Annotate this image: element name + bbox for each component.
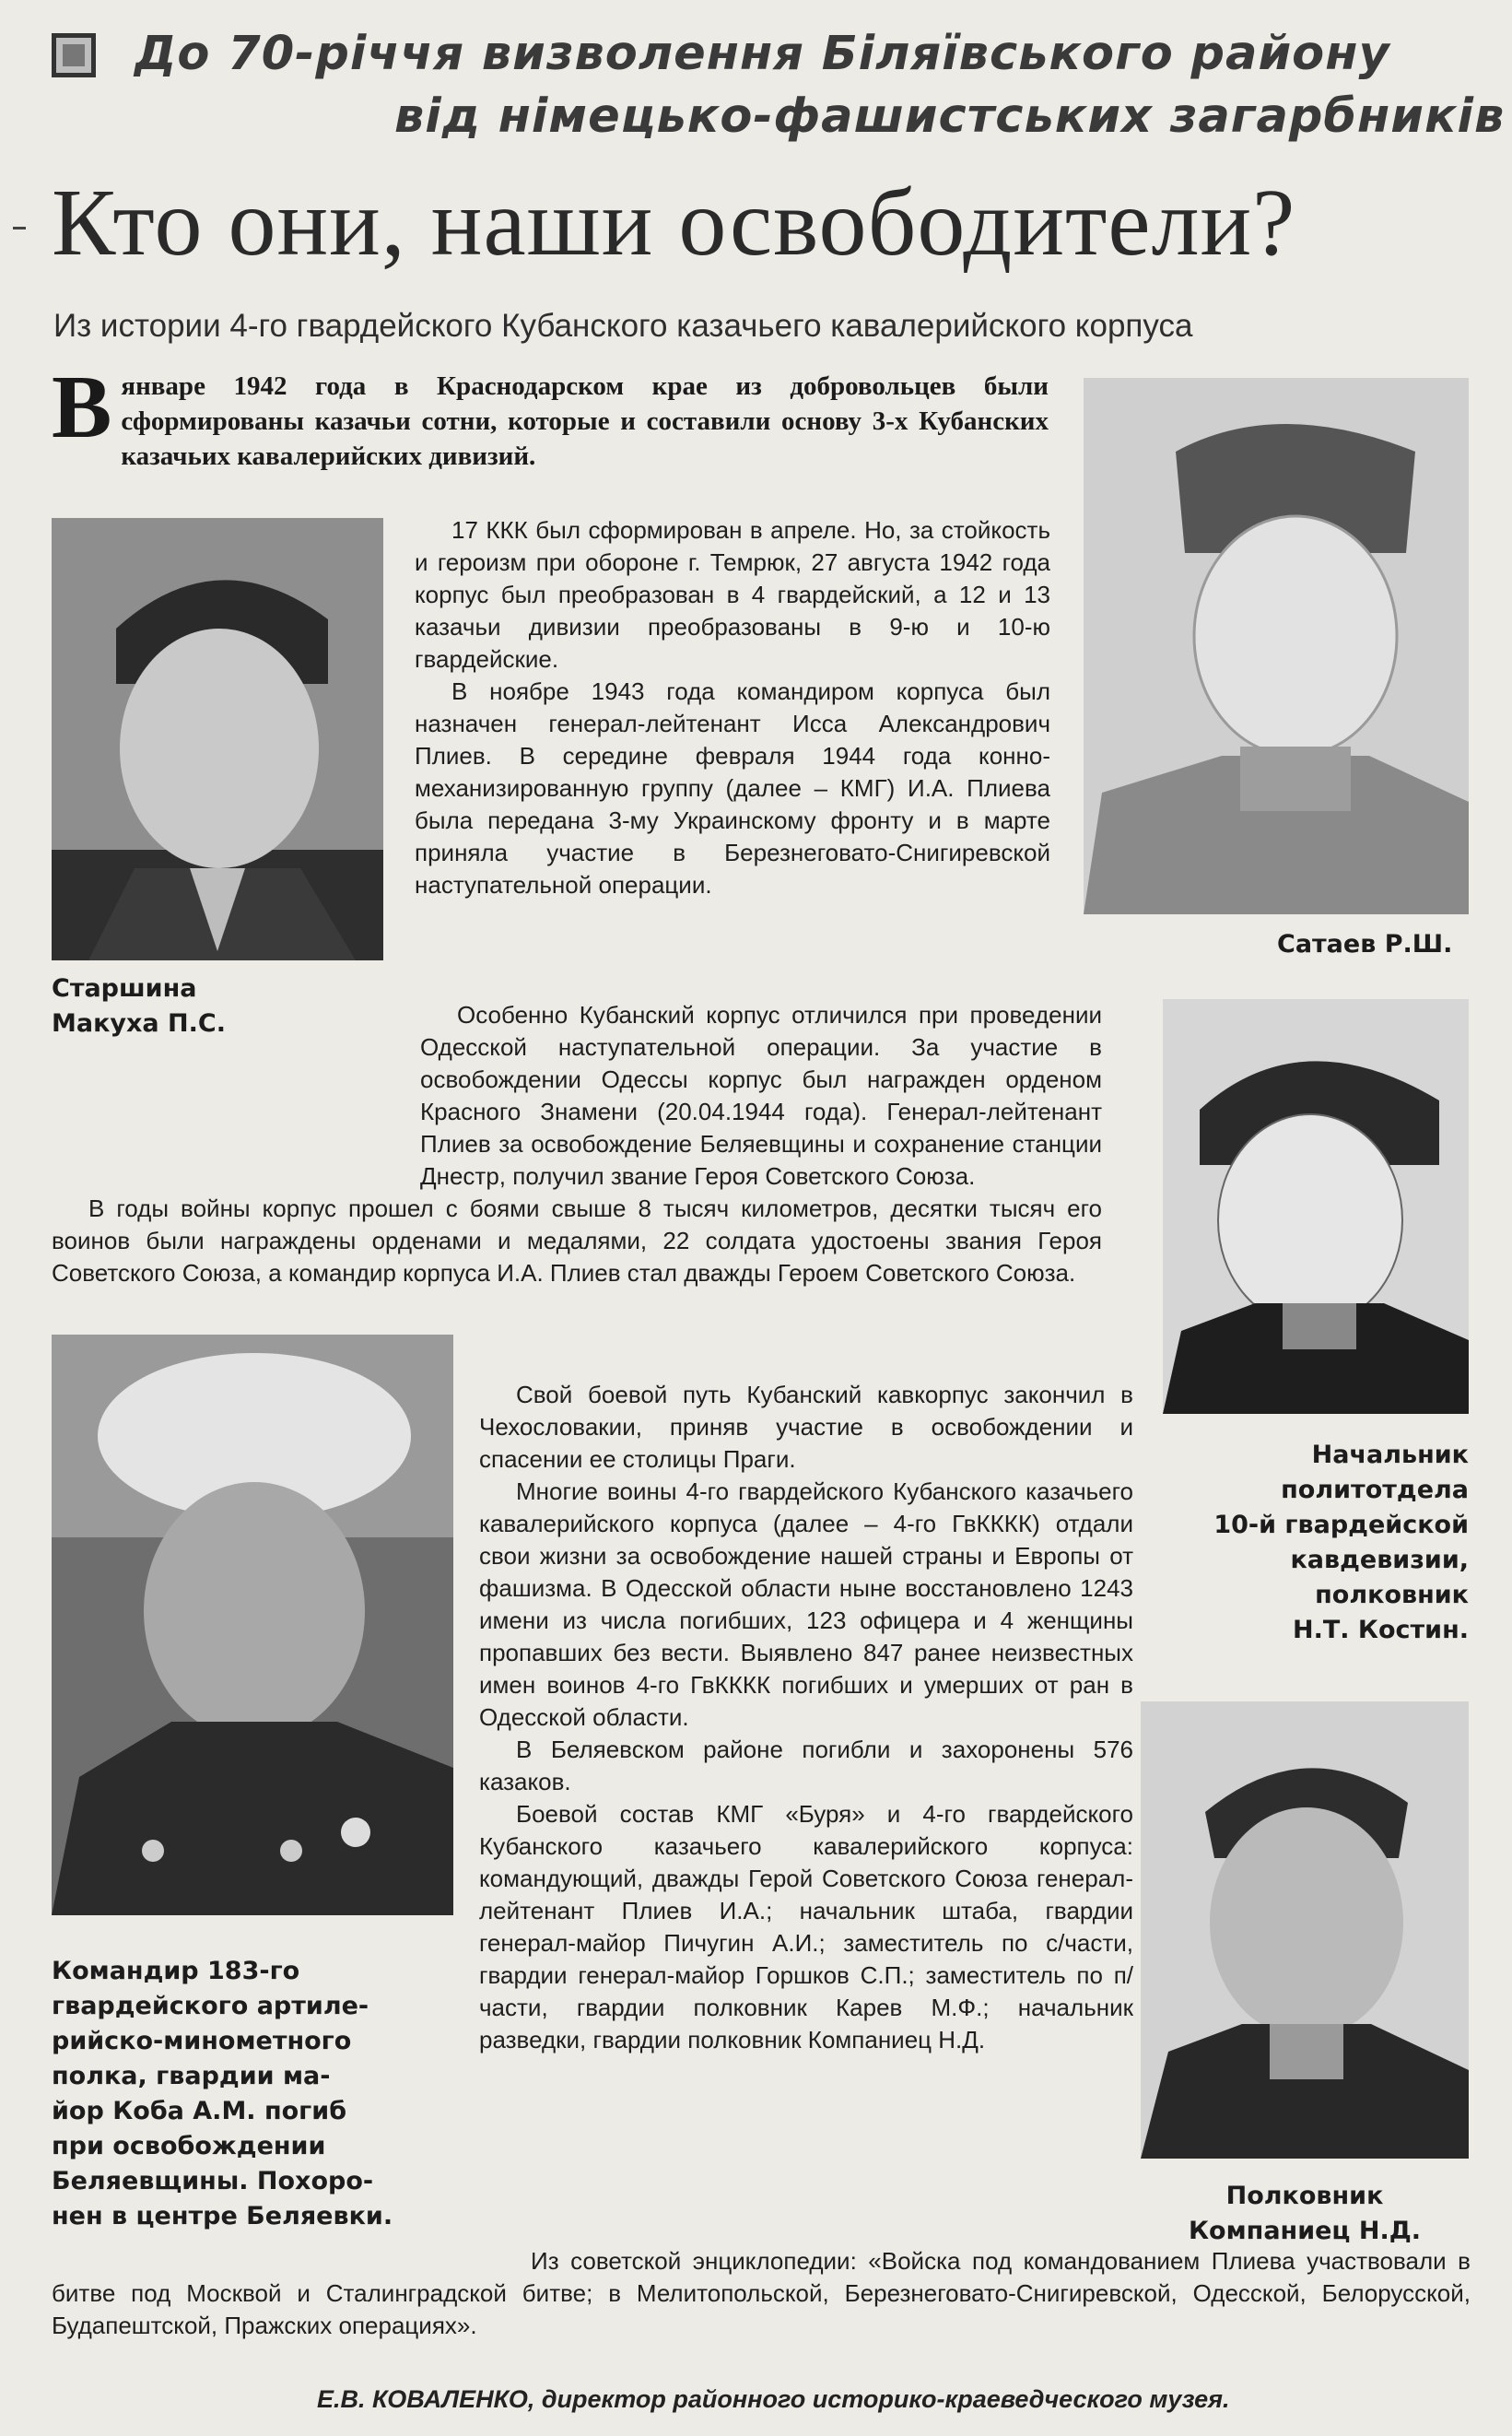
caption-line: Командир 183-го [52, 1957, 300, 1985]
caption-line: при освобождении [52, 2132, 326, 2160]
caption-line: Полковник [1225, 2182, 1384, 2210]
body-block-3 [479, 1379, 1133, 2056]
margin-mark [13, 227, 26, 229]
caption-sataev: Сатаев Р.Ш. [1277, 930, 1453, 959]
lead-paragraph [52, 358, 1049, 474]
caption-kostin [1163, 1438, 1469, 1648]
caption-line: политотдела [1281, 1476, 1469, 1504]
subheadline: Из истории 4-го гвардейского Кубанского казачьего кавалерийского корпуса [53, 308, 1193, 344]
caption-line: рийско-минометного [52, 2027, 352, 2055]
body-paragraph: 17 ККК был сформирован в апреле. Но, за стойкость и героизм при обороне г. Темрюк, 27 августа 1942 года корпус был преобразован в 4 гвардейский, а 12 и 13 казачьи дивизии преобразованы в 9-ю и 10-ю гвардейские. [415, 516, 1050, 673]
photo-koba [52, 1335, 453, 1915]
caption-line: нен в центре Беляевки. [52, 2202, 393, 2230]
square-bullet-icon [52, 33, 96, 77]
kicker-line-2: від німецько-фашистських загарбників [394, 89, 1506, 144]
body-block-4 [52, 2245, 1471, 2342]
body-paragraph: Многие воины 4-го гвардейского Кубанского казачьего кавалерийского корпуса (далее – 4-го ГвКККК) отдали свои жизни за освобождение нашей страны и Европы от фашизма. В Одесской области ныне восстановлено 1243 имени из числа погибших, 123 офицера и 4 женщины пропавших без вести. Выявлено 847 ранее неизвестных имен воинов 4-го ГвКККК погибших и умерших от ран в Одесской области. [479, 1477, 1133, 1731]
body-block-2 [52, 999, 1102, 1289]
caption-line: йор Коба А.М. погиб [52, 2097, 347, 2125]
caption-line: гвардейского артиле- [52, 1992, 369, 2020]
caption-line: Макуха П.С. [52, 1009, 226, 1038]
caption-line: кавдевизии, [1290, 1546, 1469, 1574]
body-paragraph: В Беляевском районе погибли и захоронены 576 казаков. [479, 1736, 1133, 1795]
caption-line: Старшина [52, 974, 197, 1003]
caption-line: Начальник [1311, 1441, 1469, 1469]
caption-line: Компаниец Н.Д. [1188, 2217, 1422, 2245]
body-block-1 [415, 514, 1050, 901]
body-paragraph: Из советской энциклопедии: «Войска под командованием Плиева участвовали в битве под Москвой и Сталинградской битве; в Мелитопольской, Березнеговато-Снигиревской, Одесской, Белорусской, Будапештской, Пражских операциях». [52, 2247, 1471, 2339]
caption-line: 10-й гвардейской [1213, 1511, 1469, 1539]
caption-line: Н.Т. Костин. [1292, 1616, 1469, 1644]
body-paragraph: Боевой состав КМГ «Буря» и 4-го гвардейского Кубанского казачьего кавалерийского корпуса: командующий, дважды Герой Советского Союза генерал-лейтенант Плиев И.А.; начальник штаба, гвардии генерал-майор Пичугин А.И.; заместитель по с/части, гвардии генерал-майор Горшков С.П.; заместитель по п/части, гвардии полковник Карев М.Ф.; начальник разведки, гвардии полковник Компаниец Н.Д. [479, 1800, 1133, 2054]
lead-text: январе 1942 года в Краснодарском крае из добровольцев были сформированы казачьи сотни, которые и составили основу 3-х Кубанских казачьих кавалерийских дивизий. [121, 371, 1049, 471]
drop-cap: В [52, 358, 112, 457]
body-paragraph: Свой боевой путь Кубанский кавкорпус закончил в Чехословакии, приняв участие в освобождении и спасении ее столицы Праги. [479, 1381, 1133, 1473]
caption-koba [52, 1954, 393, 2234]
photo-sataev [1084, 378, 1469, 914]
body-paragraph: Особенно Кубанский корпус отличился при проведении Одесской наступательной операции. За участие в освобождении Одессы корпус был награжден орденом Красного Знамени (20.04.1944 года). Генерал-лейтенант Плиев за освобождение Беляевщины и сохранение станции Днестр, получил звание Героя Советского Союза. [420, 1001, 1102, 1190]
author-signature: Е.В. КОВАЛЕНКО, директор районного историко-краеведческого музея. [317, 2385, 1230, 2413]
caption-line: полка, гвардии ма- [52, 2062, 331, 2090]
photo-kompaniets [1141, 1701, 1469, 2159]
caption-line: полковник [1315, 1581, 1469, 1609]
caption-kompaniets [1141, 2179, 1469, 2249]
headline: Кто они, наши освободители? [52, 170, 1296, 276]
photo-kostin [1163, 999, 1469, 1414]
article-header [0, 0, 1512, 344]
body-paragraph: В ноябре 1943 года командиром корпуса был назначен генерал-лейтенант Исса Александрович Плиев. В середине февраля 1944 года конно-механизированную группу (далее – КМГ) И.А. Плиева была передана 3-му Украинскому фронту и в марте приняла участие в Березнеговато-Снигиревской наступательной операции. [415, 677, 1050, 899]
kicker-line-1: До 70-річчя визволення Біляївського району [135, 27, 1390, 81]
body-paragraph: В годы войны корпус прошел с боями свыше 8 тысяч километров, десятки тысяч его воинов были награждены орденами и медалями, 22 солдата удостоены звания Героя Советского Союза, а командир корпуса И.А. Плиев стал дважды Героем Советского Союза. [52, 1194, 1102, 1287]
photo-makukha [52, 518, 383, 960]
caption-line: Беляевщины. Похоро- [52, 2167, 374, 2195]
